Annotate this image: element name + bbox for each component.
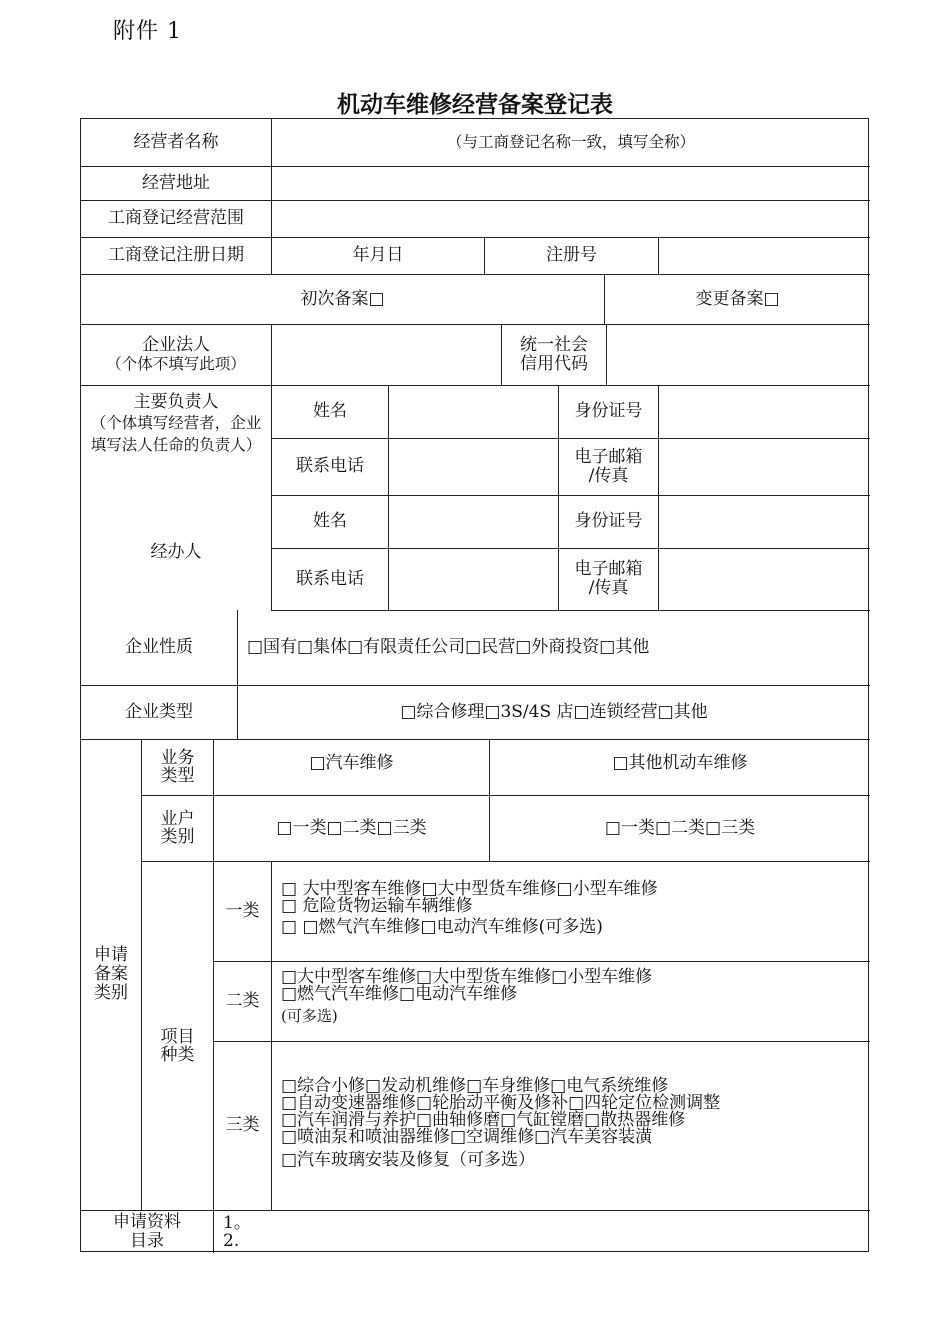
- filing-category-label-cell: [81, 739, 141, 1210]
- operator-class-auto-options[interactable]: □一类□二类□三类: [276, 817, 427, 838]
- registration-form: [80, 118, 869, 1252]
- class1-option-line[interactable]: □ □燃气汽车维修□电动汽车维修(可多选): [281, 917, 603, 937]
- principal-phone-label: 联系电话: [296, 456, 364, 476]
- operator-name-field[interactable]: （与工商登记名称一致，填写全称）: [446, 133, 695, 151]
- address-field[interactable]: [272, 166, 870, 200]
- materials-list[interactable]: [223, 1210, 863, 1253]
- project-type-label: 项目种类: [160, 1026, 195, 1065]
- annex-label: 附件 1: [113, 19, 182, 44]
- handler-name-label: 姓名: [313, 511, 347, 531]
- registration-number-field[interactable]: [659, 237, 870, 274]
- legal-person-label: 企业法人: [142, 334, 210, 355]
- handler-email-label-line1: 电子邮箱: [574, 559, 643, 579]
- form-title: 机动车维修经营备案登记表: [337, 92, 613, 118]
- materials-label-cell: [81, 1210, 213, 1253]
- materials-item[interactable]: 1。: [223, 1212, 251, 1233]
- class3-options[interactable]: [281, 1041, 866, 1210]
- class2-option-line[interactable]: □大中型客车维修□大中型货车维修□小型车维修: [281, 967, 653, 987]
- handler-phone-field[interactable]: [389, 548, 558, 610]
- class2-label: 二类: [225, 990, 260, 1011]
- principal-note: （个体填写经营者，企业填写法人任命的负责人）: [90, 414, 262, 454]
- class1-option-line[interactable]: □ 危险货物运输车辆维修: [281, 896, 473, 916]
- principal-email-label-line2: /传真: [588, 465, 629, 486]
- handler-email-label-line2: /传真: [588, 578, 629, 598]
- credit-code-field[interactable]: [607, 324, 870, 385]
- filing-category-label: 申请备案类别: [94, 945, 128, 1003]
- class1-options[interactable]: [281, 861, 866, 961]
- handler-name-field[interactable]: [389, 495, 558, 548]
- business-type-label-cell: [142, 739, 213, 795]
- class3-label: 三类: [225, 1115, 260, 1135]
- legal-person-field[interactable]: [272, 324, 501, 385]
- registration-number-label: 注册号: [546, 245, 597, 265]
- principal-email-label-cell: [559, 438, 658, 495]
- principal-name-field[interactable]: [389, 385, 558, 438]
- enterprise-type-options[interactable]: □综合修理□3S/4S 店□连锁经营□其他: [400, 701, 708, 722]
- operator-class-other-options[interactable]: □一类□二类□三类: [604, 817, 756, 838]
- principal-id-field[interactable]: [659, 385, 870, 438]
- business-scope-label: 工商登记经营范围: [108, 208, 244, 228]
- enterprise-nature-options[interactable]: □国有□集体□有限责任公司□民营□外商投资□其他: [247, 637, 650, 657]
- enterprise-nature-label: 企业性质: [125, 637, 193, 657]
- address-label: 经营地址: [142, 172, 210, 193]
- principal-name-label: 姓名: [313, 401, 347, 421]
- class3-option-line[interactable]: □汽车玻璃安装及修复（可多选）: [281, 1150, 536, 1170]
- business-scope-field[interactable]: [272, 200, 870, 237]
- class2-option-line[interactable]: (可多选): [281, 1007, 338, 1025]
- handler-phone-label: 联系电话: [296, 568, 364, 589]
- class3-option-line[interactable]: □自动变速器维修□轮胎动平衡及修补□四轮定位检测调整: [281, 1093, 721, 1113]
- principal-label-cell: [81, 385, 271, 495]
- handler-email-label-cell: [559, 548, 658, 610]
- class3-option-line[interactable]: □喷油泵和喷油器维修□空调维修□汽车美容装潢: [281, 1127, 653, 1147]
- credit-code-label-cell: [502, 324, 606, 385]
- materials-item[interactable]: 2.: [223, 1230, 240, 1251]
- handler-email-field[interactable]: [659, 548, 870, 610]
- class2-option-line[interactable]: □燃气汽车维修□电动汽车维修: [281, 984, 518, 1004]
- business-auto-checkbox[interactable]: □汽车维修: [309, 753, 394, 773]
- handler-label: 经办人: [150, 542, 202, 562]
- business-other-checkbox[interactable]: □其他机动车维修: [612, 753, 748, 773]
- first-filing-checkbox[interactable]: 初次备案□: [300, 288, 385, 309]
- handler-id-field[interactable]: [659, 495, 870, 548]
- change-filing-checkbox[interactable]: 变更备案□: [695, 288, 780, 309]
- business-type-label: 业务类型: [160, 748, 195, 786]
- credit-code-label-line1: 统一社会: [520, 334, 588, 355]
- principal-email-field[interactable]: [659, 438, 870, 495]
- principal-label: 主要负责人: [133, 392, 219, 412]
- legal-person-note: （个体不填写此项）: [106, 354, 246, 373]
- principal-phone-field[interactable]: [389, 438, 558, 495]
- principal-email-label-line1: 电子邮箱: [574, 446, 643, 467]
- project-type-label-cell: [142, 861, 213, 1210]
- materials-label: 申请资料目录: [113, 1211, 181, 1251]
- operator-class-label: 业户类别: [160, 809, 195, 847]
- class2-options[interactable]: [281, 961, 866, 1041]
- registration-date-field[interactable]: 年月日: [352, 245, 404, 265]
- operator-class-label-cell: [142, 795, 213, 861]
- operator-name-label: 经营者名称: [133, 132, 219, 152]
- credit-code-label-line2: 信用代码: [520, 353, 588, 374]
- class3-option-line[interactable]: □综合小修□发动机维修□车身维修□电气系统维修: [281, 1076, 669, 1096]
- handler-id-label: 身份证号: [574, 511, 643, 531]
- legal-person-label-cell: [81, 324, 271, 385]
- class3-option-line[interactable]: □汽车润滑与养护□曲轴修磨□气缸镗磨□散热器维修: [281, 1110, 686, 1130]
- class1-label: 一类: [225, 900, 260, 921]
- principal-id-label: 身份证号: [574, 401, 643, 421]
- registration-date-label: 工商登记注册日期: [108, 245, 244, 265]
- enterprise-type-label: 企业类型: [125, 701, 193, 722]
- class1-option-line[interactable]: □ 大中型客车维修□大中型货车维修□小型车维修: [281, 879, 658, 899]
